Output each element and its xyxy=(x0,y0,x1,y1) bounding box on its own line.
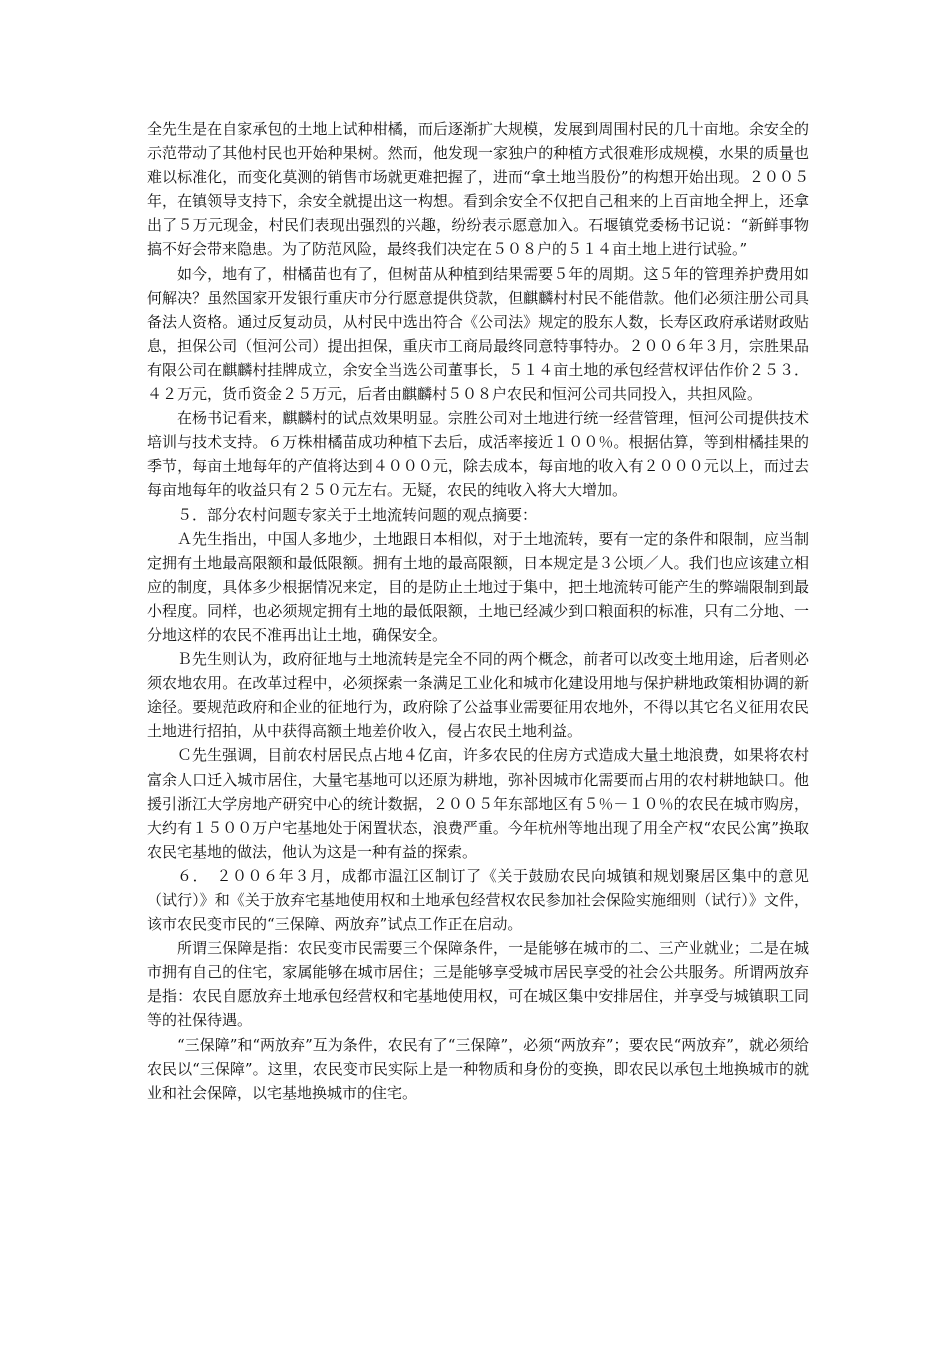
document-body xyxy=(147,117,809,1105)
paragraph-funding: 如今，地有了，柑橘苗也有了，但树苗从种植到结果需要５年的周期。这５年的管理养护费用如何解决？虽然国家开发银行重庆市分行愿意提供贷款，但麒麟村村民不能借款。他们必须注册公司具备法人资格。通过反复动员，从村民中选出符合《公司法》规定的股东人数，长寿区政府承诺财政贴息，担保公司（恒河公司）提出担保，重庆市工商局最终同意特事特办。２００６年３月，宗胜果品有限公司在麒麟村挂牌成立，余安全当选公司董事长，５１４亩土地的承包经营权评估作价２５３．４２万元，货币资金２５万元，后者由麒麟村５０８户农民和恒河公司共同投入，共担风险。 xyxy=(147,264,809,404)
section-heading-5: ５．部分农村问题专家关于土地流转问题的观点摘要： xyxy=(177,505,538,524)
paragraph-continuation: 全先生是在自家承包的土地上试种柑橘，而后逐渐扩大规模，发展到周围村民的几十亩地。余安全的示范带动了其他村民也开始种果树。然而，他发现一家独户的种植方式很难形成规模，水果的质量也难以标准化，而变化莫测的销售市场就更难把握了，进而“拿土地当股份”的构想开始出现。２００５年，在镇领导支持下，余安全就提出这一构想。看到余安全不仅把自己租来的上百亩地全押上，还拿出了５万元现金，村民们表现出强烈的兴趣，纷纷表示愿意加入。石堰镇党委杨书记说：“新鲜事物搞不好会带来隐患。为了防范风险，最终我们决定在５０８户的５１４亩土地上进行试验。” xyxy=(147,120,809,259)
paragraph-expert-a: Ａ先生指出，中国人多地少，土地跟日本相似，对于土地流转，要有一定的条件和限制，应当制定拥有土地最高限额和最低限额。拥有土地的最高限额，日本规定是３公顷／人。我们也应该建立相应的制度，具体多少根据情况来定，目的是防止土地过于集中，把土地流转可能产生的弊端限制到最小程度。同样，也必须规定拥有土地的最低限额，土地已经减少到口粮面积的标准，只有二分地、一分地这样的农民不准再出让土地，确保安全。 xyxy=(147,529,809,644)
paragraph-pilot-effect: 在杨书记看来，麒麟村的试点效果明显。宗胜公司对土地进行统一经营管理，恒河公司提供技术培训与技术支持。６万株柑橘苗成功种植下去后，成活率接近１００％。根据估算，等到柑橘挂果的季节，每亩土地每年的产值将达到４０００元，除去成本，每亩地的收入有２０００元以上，而过去每亩地每年的收益只有２５０元左右。无疑，农民的纯收入将大大增加。 xyxy=(147,409,809,500)
paragraph-expert-c: Ｃ先生强调，目前农村居民点占地４亿亩，许多农民的住房方式造成大量土地浪费，如果将农村富余人口迁入城市居住，大量宅基地可以还原为耕地，弥补因城市化需要而占用的农村耕地缺口。他援引浙江大学房地产研究中心的统计数据，２００５年东部地区有５％－１０％的农民在城市购房，大约有１５００万户宅基地处于闲置状态，浪费严重。今年杭州等地出现了用全产权“农民公寓”换取农民宅基地的做法，他认为这是一种有益的探索。 xyxy=(147,746,809,861)
paragraph-expert-b: Ｂ先生则认为，政府征地与土地流转是完全不同的两个概念，前者可以改变土地用途，后者则必须农地农用。在改革过程中，必须探索一条满足工业化和城市化建设用地与保护耕地政策相协调的新途径。要规范政府和企业的征地行为，政府除了公益事业需要征用农地外，不得以其它名义征用农民土地进行招拍，从中获得高额土地差价收入，侵占农民土地利益。 xyxy=(147,650,809,741)
paragraph-three-guarantees: 所谓三保障是指：农民变市民需要三个保障条件，一是能够在城市的二、三产业就业；二是在城市拥有自己的住宅，家属能够在城市居住；三是能够享受城市居民享受的社会公共服务。所谓两放弃是指：农民自愿放弃土地承包经营权和宅基地使用权，可在城区集中安排居住，并享受与城镇职工同等的社保待遇。 xyxy=(147,939,809,1030)
section-paragraph-6: ６． ２００６年３月，成都市温江区制订了《关于鼓励农民向城镇和规划聚居区集中的意见（试行）》和《关于放弃宅基地使用权和土地承包经营权农民参加社会保险实施细则（试行）》文件，该市农民变市民的“三保障、两放弃”试点工作正在启动。 xyxy=(147,866,809,934)
paragraph-conclusion: “三保障”和“两放弃”互为条件，农民有了“三保障”，必须“两放弃”；要农民“两放弃”，就必须给农民以“三保障”。这里，农民变市民实际上是一种物质和身份的变换，即农民以承包土地换城市的就业和社会保障，以宅基地换城市的住宅。 xyxy=(147,1035,809,1102)
